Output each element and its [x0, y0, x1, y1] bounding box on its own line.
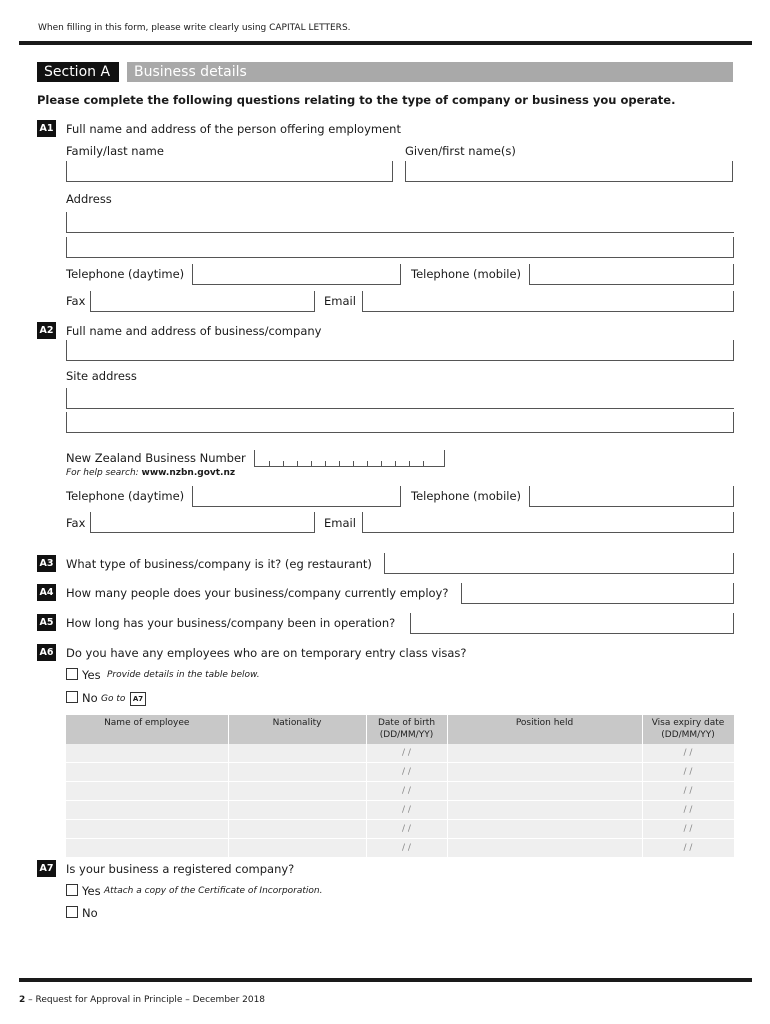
a2-fax-label: Fax [66, 516, 86, 530]
a7-no-checkbox[interactable] [66, 906, 78, 918]
employee-count-field[interactable] [461, 583, 734, 604]
address-line-2[interactable] [66, 237, 734, 258]
family-name-label: Family/last name [66, 144, 164, 158]
a5-question: How long has your business/company been in operation? [66, 616, 396, 630]
operation-length-field[interactable] [410, 613, 734, 634]
col-position: Position held [447, 715, 642, 744]
site-address-line-1[interactable] [66, 388, 734, 409]
business-type-field[interactable] [384, 553, 734, 574]
nzbn-label: New Zealand Business Number [66, 451, 246, 465]
employee-table [66, 715, 735, 858]
section-title: Business details [127, 62, 733, 82]
col-nationality: Nationality [228, 715, 366, 744]
a1-email-field[interactable] [362, 291, 734, 312]
form-instruction: When filling in this form, please write clearly using CAPITAL LETTERS. [38, 23, 351, 33]
a2-tel-day-label: Telephone (daytime) [66, 489, 185, 503]
a2-email-field[interactable] [362, 512, 734, 533]
a1-tel-day-field[interactable] [192, 264, 401, 285]
a2-fax-field[interactable] [90, 512, 315, 533]
table-row: / / / / [66, 801, 734, 820]
table-row: / / / / [66, 820, 734, 839]
top-rule [19, 41, 752, 45]
a2-tel-mob-field[interactable] [529, 486, 734, 507]
page-footer [19, 995, 265, 1005]
a3-question: What type of business/company is it? (eg restaurant) [66, 557, 372, 571]
a7-yes-label: Yes [82, 884, 101, 898]
a6-yes-label: Yes [82, 668, 101, 682]
a2-tel-day-field[interactable] [192, 486, 401, 507]
site-address-label: Site address [66, 369, 137, 383]
a1-fax-field[interactable] [90, 291, 315, 312]
a1-tel-day-label: Telephone (daytime) [66, 267, 185, 281]
a1-fax-label: Fax [66, 294, 86, 308]
a7-yes-note: Attach a copy of the Certificate of Incorporation. [104, 886, 323, 896]
nzbn-field[interactable] [254, 450, 445, 467]
table-row: / / / / [66, 839, 734, 858]
a2-tel-mob-label: Telephone (mobile) [411, 489, 522, 503]
a1-tel-mob-label: Telephone (mobile) [411, 267, 522, 281]
a6-no-label: No [82, 691, 98, 705]
nzbn-help [66, 468, 235, 478]
a7-no-label: No [82, 906, 98, 920]
a2-email-label: Email [324, 516, 356, 530]
table-row: / / / / [66, 744, 734, 763]
question-number-a6: A6 [37, 644, 56, 661]
site-address-line-2[interactable] [66, 412, 734, 433]
question-number-a5: A5 [37, 614, 56, 631]
a1-question: Full name and address of the person offering employment [66, 122, 401, 136]
nzbn-help-prefix: For help search: [66, 468, 142, 478]
given-name-field[interactable] [405, 161, 733, 182]
question-number-a7: A7 [37, 860, 56, 877]
a4-question: How many people does your business/company currently employ? [66, 586, 449, 600]
question-number-a2: A2 [37, 322, 56, 339]
table-row: / / / / [66, 782, 734, 801]
a1-email-label: Email [324, 294, 356, 308]
a2-question: Full name and address of business/company [66, 324, 322, 338]
col-date-of-birth: Date of birth (DD/MM/YY) [366, 715, 447, 744]
nzbn-help-url[interactable]: www.nzbn.govt.nz [141, 468, 236, 478]
address-line-1[interactable] [66, 212, 734, 233]
col-employee-name: Name of employee [66, 715, 228, 744]
a7-question: Is your business a registered company? [66, 862, 295, 876]
a1-tel-mob-field[interactable] [529, 264, 734, 285]
page-number: 2 [19, 995, 26, 1005]
section-label: Section A [37, 62, 119, 82]
a7-yes-checkbox[interactable] [66, 884, 78, 896]
section-intro: Please complete the following questions relating to the type of company or business you operate. [37, 93, 676, 107]
a6-question: Do you have any employees who are on temporary entry class visas? [66, 646, 467, 660]
question-number-a4: A4 [37, 584, 56, 601]
a6-no-note: Go to [101, 694, 126, 704]
table-row: / / / / [66, 763, 734, 782]
given-name-label: Given/first name(s) [405, 144, 516, 158]
business-name-field[interactable] [66, 340, 734, 361]
goto-a7-badge: A7 [130, 692, 146, 706]
footer-text: – Request for Approval in Principle – December 2018 [25, 995, 266, 1005]
question-number-a1: A1 [37, 120, 56, 137]
question-number-a3: A3 [37, 555, 56, 572]
address-label: Address [66, 192, 112, 206]
a6-no-checkbox[interactable] [66, 691, 78, 703]
bottom-rule [19, 978, 752, 982]
family-name-field[interactable] [66, 161, 393, 182]
a6-yes-note: Provide details in the table below. [107, 670, 260, 680]
col-visa-expiry: Visa expiry date (DD/MM/YY) [642, 715, 734, 744]
a6-yes-checkbox[interactable] [66, 668, 78, 680]
